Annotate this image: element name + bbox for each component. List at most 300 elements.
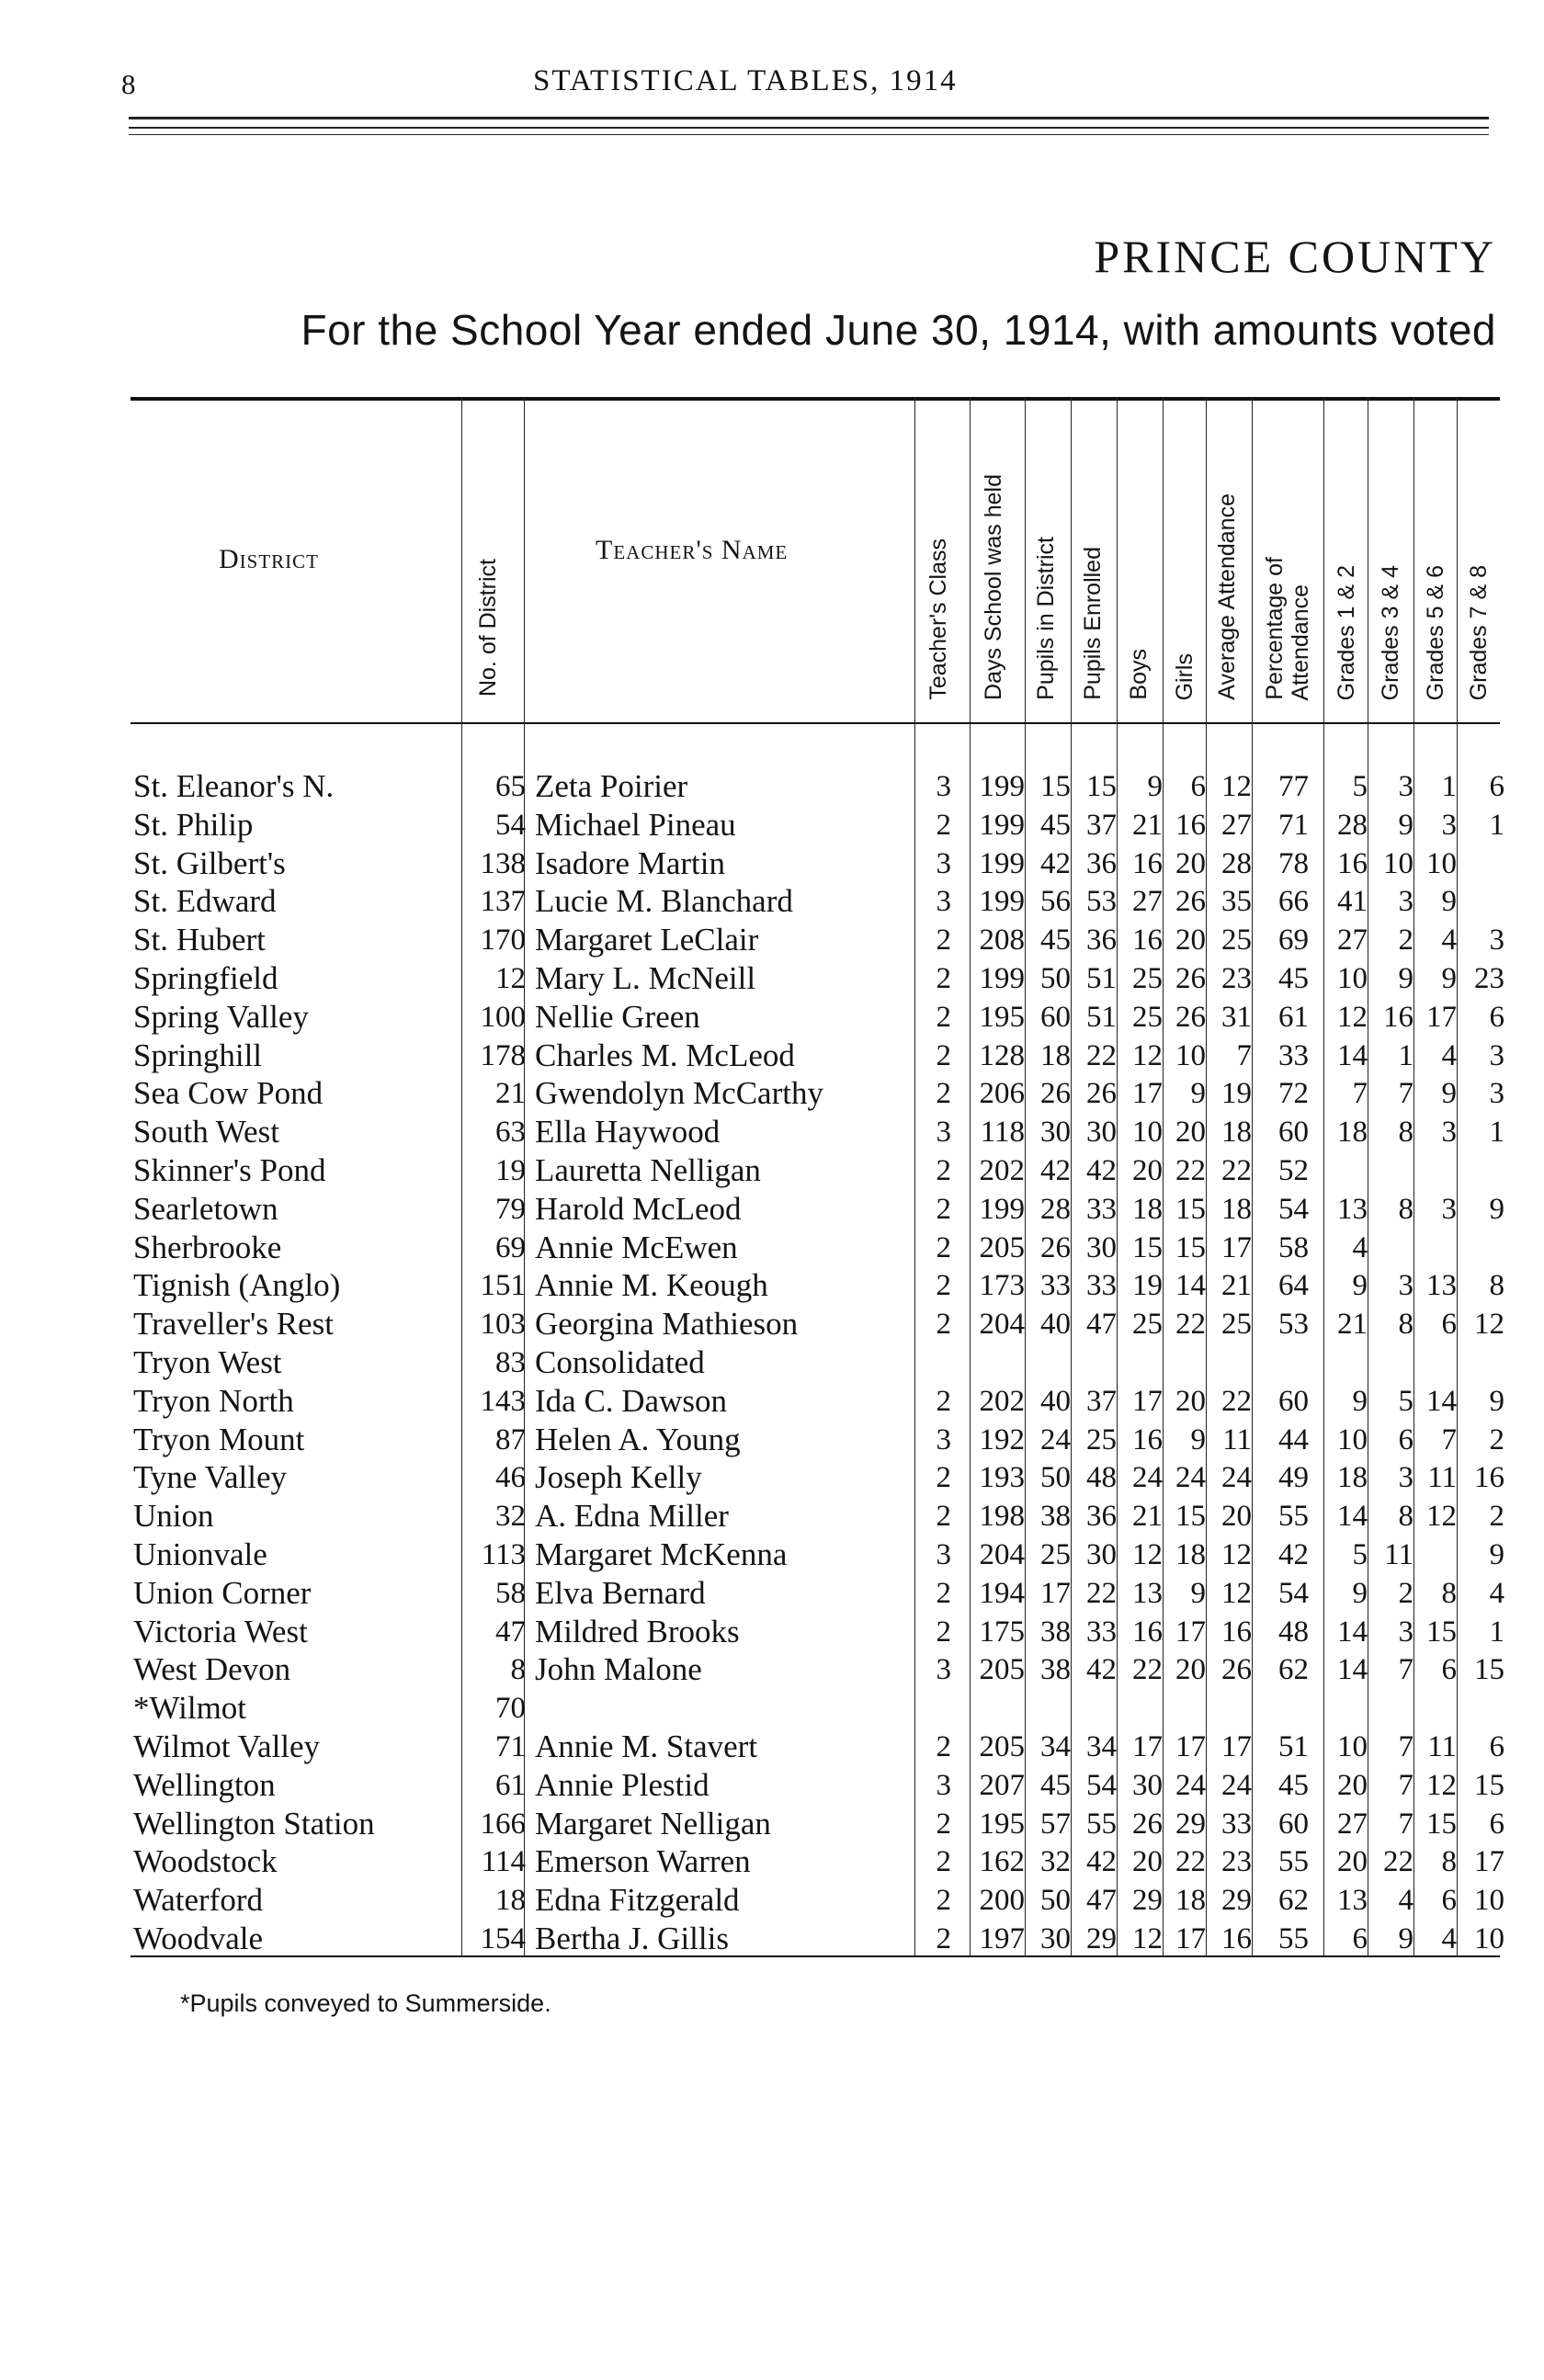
cell-g34: 9 (1398, 962, 1413, 995)
cell-g78: 9 (1489, 1538, 1504, 1571)
cell-g12: 10 (1337, 962, 1368, 995)
cell-no: 170 (480, 924, 526, 957)
cell-class (914, 1689, 951, 1728)
cell-g56: 12 (1426, 1769, 1457, 1802)
cell-teacher: Consolidated (535, 1344, 705, 1380)
cell-teacher: John Malone (535, 1651, 702, 1687)
column-header-boys: Boys (1126, 649, 1152, 700)
cell-g12 (1309, 1343, 1368, 1382)
cell-days: 199 (979, 1193, 1025, 1226)
cell-avg: 16 (1221, 1922, 1252, 1955)
cell-pct: 52 (1278, 1154, 1309, 1187)
cell-district: Wilmot Valley (133, 1728, 321, 1764)
cell-days: 204 (979, 1308, 1025, 1341)
cell-teacher: Gwendolyn McCarthy (535, 1075, 823, 1111)
cell-g12: 18 (1337, 1461, 1368, 1494)
cell-g34: 5 (1398, 1385, 1413, 1418)
cell-pupils: 50 (1040, 1461, 1071, 1494)
cell-girls: 9 (1190, 1577, 1206, 1610)
cell-g34 (1368, 1689, 1413, 1728)
cell-avg: 23 (1221, 1845, 1252, 1878)
cell-g34: 7 (1398, 1653, 1413, 1686)
cell-days: 194 (979, 1577, 1025, 1610)
cell-boys: 25 (1132, 1001, 1163, 1034)
column-header-district: District (219, 544, 319, 574)
cell-class: 2 (936, 1308, 951, 1341)
cell-teacher: Elva Bernard (535, 1575, 706, 1611)
cell-enrolled: 22 (1086, 1039, 1117, 1072)
cell-avg: 19 (1221, 1077, 1252, 1110)
table-row (0, 1074, 1544, 1113)
cell-enrolled: 33 (1086, 1269, 1117, 1302)
cell-days: 206 (979, 1077, 1025, 1110)
cell-district: Tyne Valley (133, 1459, 288, 1495)
cell-pupils: 57 (1040, 1808, 1071, 1841)
cell-pupils: 30 (1040, 1922, 1071, 1955)
cell-avg: 12 (1221, 1538, 1252, 1571)
cell-district: Woodvale (133, 1921, 264, 1956)
cell-girls: 17 (1175, 1615, 1206, 1649)
cell-district: Tignish (Anglo) (133, 1267, 341, 1303)
cell-g12 (1309, 1689, 1368, 1728)
cell-pct (1252, 1343, 1309, 1382)
cell-enrolled: 51 (1086, 1001, 1117, 1034)
cell-pupils: 28 (1040, 1193, 1071, 1226)
cell-days: 204 (979, 1538, 1025, 1571)
cell-days: 175 (979, 1615, 1025, 1649)
cell-class: 2 (936, 1577, 951, 1610)
cell-district: Wellington Station (133, 1806, 375, 1842)
cell-days: 118 (980, 1116, 1025, 1149)
cell-g78: 16 (1474, 1461, 1504, 1494)
cell-boys: 18 (1132, 1193, 1163, 1226)
cell-district: Searletown (133, 1191, 278, 1227)
cell-g78: 10 (1474, 1884, 1504, 1917)
cell-no: 54 (495, 809, 526, 842)
cell-g56: 9 (1441, 962, 1457, 995)
cell-g78: 15 (1474, 1769, 1504, 1802)
cell-pupils: 45 (1040, 809, 1071, 842)
cell-avg: 26 (1221, 1653, 1252, 1686)
cell-days: 199 (979, 770, 1025, 803)
cell-teacher: Margaret Nelligan (535, 1806, 771, 1842)
cell-g78 (1457, 1689, 1504, 1728)
cell-g78 (1457, 1343, 1504, 1382)
cell-g12: 27 (1337, 924, 1368, 957)
cell-district: Wellington (133, 1767, 276, 1803)
cell-district: St. Hubert (133, 922, 266, 958)
table-row (0, 921, 1544, 959)
cell-g34: 3 (1398, 1461, 1413, 1494)
table-row (0, 1190, 1544, 1229)
cell-girls: 16 (1175, 809, 1206, 842)
cell-avg: 24 (1221, 1461, 1252, 1494)
cell-class: 2 (936, 1385, 951, 1418)
cell-boys: 16 (1132, 1615, 1163, 1649)
cell-g78: 17 (1474, 1845, 1504, 1878)
cell-boys: 17 (1132, 1077, 1163, 1110)
cell-g12: 16 (1337, 847, 1368, 880)
cell-teacher: Lucie M. Blanchard (535, 883, 793, 919)
cell-teacher: Emerson Warren (535, 1843, 751, 1879)
cell-district: Springhill (133, 1037, 263, 1073)
table-row (0, 1842, 1544, 1881)
cell-enrolled: 29 (1086, 1922, 1117, 1955)
cell-girls: 20 (1175, 847, 1206, 880)
cell-g34: 9 (1398, 1922, 1413, 1955)
table-subtitle: For the School Year ended June 30, 1914, with amounts voted (301, 306, 1496, 354)
cell-pct: 51 (1278, 1730, 1309, 1763)
table-row (0, 998, 1544, 1037)
cell-g78 (1457, 844, 1504, 883)
cell-avg (1206, 1689, 1252, 1728)
cell-pupils: 45 (1040, 924, 1071, 957)
cell-pct: 77 (1278, 770, 1309, 803)
cell-g78: 6 (1489, 1730, 1504, 1763)
cell-boys: 13 (1132, 1577, 1163, 1610)
cell-teacher: Lauretta Nelligan (535, 1152, 761, 1188)
cell-district: St. Philip (133, 807, 254, 843)
cell-g34: 3 (1398, 1615, 1413, 1649)
cell-avg: 33 (1221, 1808, 1252, 1841)
cell-g78: 3 (1489, 924, 1504, 957)
cell-avg: 28 (1221, 847, 1252, 880)
cell-teacher: Mildred Brooks (535, 1614, 740, 1649)
cell-g78: 4 (1489, 1577, 1504, 1610)
cell-avg: 22 (1221, 1154, 1252, 1187)
cell-g34: 3 (1398, 885, 1413, 918)
table-row (0, 1881, 1544, 1920)
cell-g34: 1 (1398, 1039, 1413, 1072)
cell-girls: 26 (1175, 1001, 1206, 1034)
column-header-class: Teacher's Class (925, 538, 951, 700)
cell-teacher: Annie M. Keough (535, 1267, 768, 1303)
cell-no: 69 (495, 1231, 526, 1264)
cell-girls: 15 (1175, 1231, 1206, 1264)
page-number: 8 (121, 68, 136, 100)
table-row (0, 1613, 1544, 1651)
cell-g56: 17 (1426, 1001, 1457, 1034)
cell-no: 46 (495, 1461, 526, 1494)
cell-g12: 7 (1352, 1077, 1368, 1110)
cell-pupils: 38 (1040, 1615, 1071, 1649)
cell-no: 63 (495, 1116, 526, 1149)
column-header-g56: Grades 5 & 6 (1423, 564, 1448, 700)
cell-enrolled: 47 (1086, 1884, 1117, 1917)
cell-class: 2 (936, 809, 951, 842)
cell-class: 2 (936, 1269, 951, 1302)
cell-no: 100 (480, 1001, 526, 1034)
cell-g56 (1413, 1229, 1457, 1267)
cell-teacher: Mary L. McNeill (535, 960, 756, 996)
cell-pupils: 50 (1040, 1884, 1071, 1917)
cell-g12: 9 (1352, 1385, 1368, 1418)
cell-g56: 3 (1441, 809, 1457, 842)
cell-teacher: Annie McEwen (535, 1230, 738, 1265)
cell-avg: 25 (1221, 924, 1252, 957)
cell-g12: 21 (1337, 1308, 1368, 1341)
table-row (0, 1920, 1544, 1958)
cell-days: 193 (979, 1461, 1025, 1494)
cell-district: Traveller's Rest (133, 1306, 334, 1342)
cell-g12: 28 (1337, 809, 1368, 842)
cell-enrolled: 26 (1086, 1077, 1117, 1110)
cell-g12: 14 (1337, 1039, 1368, 1072)
cell-district: Waterford (133, 1882, 263, 1918)
cell-district: Skinner's Pond (133, 1152, 326, 1188)
cell-g78: 10 (1474, 1922, 1504, 1955)
cell-g78: 3 (1489, 1077, 1504, 1110)
cell-pupils: 26 (1040, 1077, 1071, 1110)
cell-no: 178 (480, 1039, 526, 1072)
cell-teacher: Ella Haywood (535, 1114, 721, 1150)
cell-girls: 9 (1190, 1077, 1206, 1110)
cell-g12: 18 (1337, 1116, 1368, 1149)
cell-class: 2 (936, 1500, 951, 1533)
cell-girls: 15 (1175, 1193, 1206, 1226)
table-row (0, 1574, 1544, 1613)
table-row (0, 1113, 1544, 1151)
cell-no: 138 (480, 847, 526, 880)
cell-pct: 78 (1278, 847, 1309, 880)
table-row (0, 1229, 1544, 1267)
cell-g56: 8 (1441, 1845, 1457, 1878)
cell-district: West Devon (133, 1651, 291, 1687)
cell-enrolled: 30 (1086, 1538, 1117, 1571)
cell-g34: 6 (1398, 1423, 1413, 1456)
cell-no: 151 (480, 1269, 526, 1302)
cell-girls: 20 (1175, 1116, 1206, 1149)
cell-boys: 17 (1132, 1730, 1163, 1763)
table-row (0, 844, 1544, 883)
cell-boys: 20 (1132, 1154, 1163, 1187)
cell-class: 2 (936, 924, 951, 957)
cell-g12: 5 (1352, 1538, 1368, 1571)
cell-no: 65 (495, 770, 526, 803)
cell-enrolled (1071, 1343, 1117, 1382)
cell-days: 205 (979, 1653, 1025, 1686)
cell-boys: 17 (1132, 1385, 1163, 1418)
column-header-pct: Percentage of (1262, 557, 1288, 700)
cell-teacher (535, 1689, 912, 1728)
cell-boys: 12 (1132, 1538, 1163, 1571)
cell-enrolled: 47 (1086, 1308, 1117, 1341)
table-row (0, 1305, 1544, 1343)
cell-avg: 35 (1221, 885, 1252, 918)
cell-pct: 48 (1278, 1615, 1309, 1649)
cell-g56 (1413, 1343, 1457, 1382)
cell-g78: 1 (1489, 1116, 1504, 1149)
cell-teacher: Harold McLeod (535, 1191, 742, 1227)
cell-enrolled: 42 (1086, 1154, 1117, 1187)
cell-g56: 6 (1441, 1308, 1457, 1341)
cell-avg: 16 (1221, 1615, 1252, 1649)
cell-teacher: Joseph Kelly (535, 1459, 702, 1495)
cell-district: St. Eleanor's N. (133, 768, 335, 804)
cell-no: 87 (495, 1423, 526, 1456)
cell-g78: 2 (1489, 1500, 1504, 1533)
cell-no: 71 (495, 1730, 526, 1763)
running-head: STATISTICAL TABLES, 1914 (533, 64, 958, 97)
cell-g34: 7 (1398, 1730, 1413, 1763)
cell-enrolled: 33 (1086, 1193, 1117, 1226)
cell-avg: 20 (1221, 1500, 1252, 1533)
cell-days: 192 (979, 1423, 1025, 1456)
cell-no: 61 (495, 1769, 526, 1802)
cell-g12: 41 (1337, 885, 1368, 918)
cell-g78: 15 (1474, 1653, 1504, 1686)
cell-days: 202 (979, 1385, 1025, 1418)
cell-pupils: 42 (1040, 847, 1071, 880)
table-row (0, 1151, 1544, 1190)
cell-boys: 10 (1132, 1116, 1163, 1149)
cell-girls: 17 (1175, 1922, 1206, 1955)
cell-boys (1117, 1343, 1163, 1382)
cell-teacher: Edna Fitzgerald (535, 1882, 740, 1918)
table-row (0, 1458, 1544, 1497)
cell-no: 8 (510, 1653, 526, 1686)
cell-girls: 18 (1175, 1538, 1206, 1571)
cell-pct: 49 (1278, 1461, 1309, 1494)
cell-teacher: Margaret LeClair (535, 922, 759, 958)
cell-g12: 5 (1352, 770, 1368, 803)
cell-district: Springfield (133, 960, 278, 996)
column-header-g78: Grades 7 & 8 (1466, 564, 1492, 700)
cell-teacher: A. Edna Miller (535, 1498, 729, 1534)
cell-g12: 13 (1337, 1884, 1368, 1917)
cell-girls: 6 (1190, 770, 1206, 803)
column-header-no: No. of District (475, 558, 501, 697)
cell-g34 (1368, 1229, 1413, 1267)
cell-days: 207 (979, 1769, 1025, 1802)
column-header-g12: Grades 1 & 2 (1334, 564, 1359, 700)
cell-avg (1206, 1343, 1252, 1382)
cell-no: 19 (495, 1154, 526, 1187)
cell-no: 70 (495, 1692, 526, 1725)
cell-pct: 60 (1278, 1116, 1309, 1149)
cell-enrolled: 42 (1086, 1653, 1117, 1686)
cell-g34: 3 (1398, 1269, 1413, 1302)
cell-pct (1252, 1689, 1309, 1728)
cell-class: 2 (936, 1884, 951, 1917)
cell-boys: 22 (1132, 1653, 1163, 1686)
cell-g12: 13 (1337, 1193, 1368, 1226)
cell-g34: 7 (1398, 1808, 1413, 1841)
cell-girls: 29 (1175, 1808, 1206, 1841)
cell-no: 114 (481, 1845, 526, 1878)
cell-g56: 4 (1441, 924, 1457, 957)
cell-pct: 54 (1278, 1577, 1309, 1610)
cell-no: 47 (495, 1615, 526, 1649)
cell-g34: 8 (1398, 1308, 1413, 1341)
cell-enrolled: 15 (1086, 770, 1117, 803)
cell-class: 3 (936, 1116, 951, 1149)
cell-enrolled: 30 (1086, 1116, 1117, 1149)
cell-g78 (1457, 882, 1504, 921)
cell-pct: 62 (1278, 1653, 1309, 1686)
cell-pct: 71 (1278, 809, 1309, 842)
table-row (0, 959, 1544, 998)
cell-g56: 3 (1441, 1116, 1457, 1149)
cell-boys: 9 (1147, 770, 1163, 803)
cell-pupils: 45 (1040, 1769, 1071, 1802)
cell-enrolled: 25 (1086, 1423, 1117, 1456)
cell-girls: 24 (1175, 1461, 1206, 1494)
cell-boys: 25 (1132, 962, 1163, 995)
cell-district: Victoria West (133, 1614, 308, 1649)
cell-no: 12 (495, 962, 526, 995)
cell-girls: 18 (1175, 1884, 1206, 1917)
cell-teacher: Georgina Mathieson (535, 1306, 799, 1342)
cell-g56: 9 (1441, 885, 1457, 918)
cell-g78: 9 (1489, 1385, 1504, 1418)
cell-g78 (1457, 1229, 1504, 1267)
cell-g78: 1 (1489, 809, 1504, 842)
cell-g56: 6 (1441, 1653, 1457, 1686)
cell-class: 3 (936, 1538, 951, 1571)
column-header-days: Days School was held (981, 474, 1006, 700)
cell-no: 103 (480, 1308, 526, 1341)
cell-enrolled: 36 (1086, 847, 1117, 880)
cell-pct: 58 (1278, 1231, 1309, 1264)
cell-g56: 1 (1441, 770, 1457, 803)
cell-g34: 8 (1398, 1193, 1413, 1226)
cell-district: Tryon Mount (133, 1422, 305, 1457)
cell-g34: 3 (1398, 770, 1413, 803)
cell-enrolled: 22 (1086, 1577, 1117, 1610)
cell-g56: 14 (1426, 1385, 1457, 1418)
cell-avg: 11 (1222, 1423, 1252, 1456)
cell-pct: 61 (1278, 1001, 1309, 1034)
cell-boys (1117, 1689, 1163, 1728)
cell-class: 3 (936, 885, 951, 918)
cell-girls: 15 (1175, 1500, 1206, 1533)
cell-class: 2 (936, 1730, 951, 1763)
cell-g78: 6 (1489, 770, 1504, 803)
cell-g12: 12 (1337, 1001, 1368, 1034)
cell-pct: 55 (1278, 1500, 1309, 1533)
column-header-teacher: Teacher's Name (596, 535, 789, 565)
cell-girls: 26 (1175, 885, 1206, 918)
cell-class: 2 (936, 1039, 951, 1072)
cell-enrolled: 30 (1086, 1231, 1117, 1264)
cell-girls: 20 (1175, 1653, 1206, 1686)
cell-boys: 15 (1132, 1231, 1163, 1264)
cell-g12: 9 (1352, 1269, 1368, 1302)
cell-days: 200 (979, 1884, 1025, 1917)
cell-g34: 9 (1398, 809, 1413, 842)
cell-class: 2 (936, 1001, 951, 1034)
cell-avg: 12 (1221, 770, 1252, 803)
cell-g34: 4 (1398, 1884, 1413, 1917)
cell-boys: 16 (1132, 924, 1163, 957)
cell-pupils: 34 (1040, 1730, 1071, 1763)
cell-enrolled: 37 (1086, 809, 1117, 842)
cell-boys: 21 (1132, 809, 1163, 842)
column-header-avg: Average Attendance (1214, 493, 1240, 700)
cell-g78: 2 (1489, 1423, 1504, 1456)
cell-g34: 2 (1398, 1577, 1413, 1610)
cell-g34 (1368, 1343, 1413, 1382)
column-header-pupils: Pupils in District (1033, 537, 1059, 700)
cell-g12: 6 (1352, 1922, 1368, 1955)
cell-pupils: 40 (1040, 1308, 1071, 1341)
cell-days: 128 (979, 1039, 1025, 1072)
cell-pupils: 32 (1040, 1845, 1071, 1878)
cell-pct: 55 (1278, 1845, 1309, 1878)
cell-boys: 21 (1132, 1500, 1163, 1533)
cell-g56: 3 (1441, 1193, 1457, 1226)
